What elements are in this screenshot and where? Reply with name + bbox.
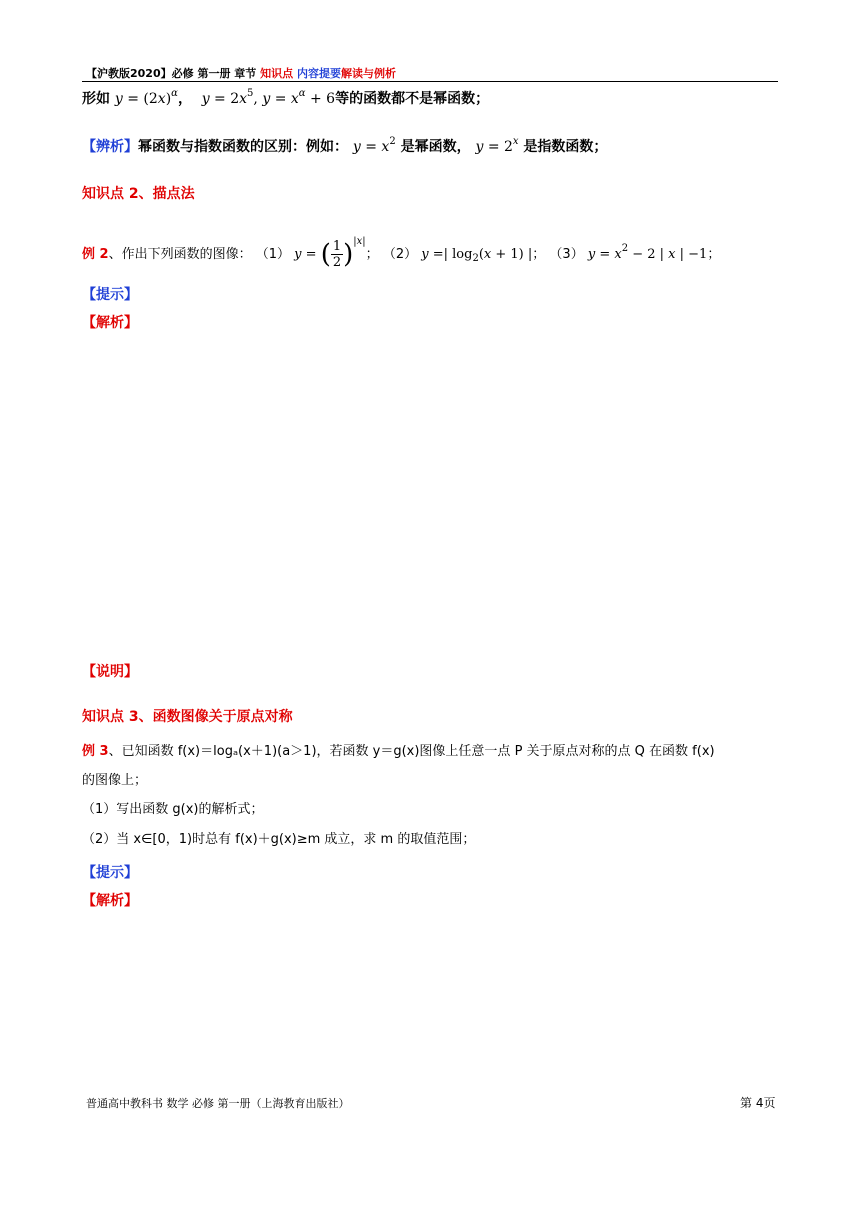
example-3-question-1: （1）写出函数 g(x)的解析式；: [82, 802, 264, 817]
example-3-question-2: （2）当 x∈[0，1)时总有 f(x)＋g(x)≥m 成立，求 m 的取值范围；: [82, 832, 476, 847]
header-knowledge: 知识点: [260, 67, 294, 80]
formula-x-squared: $y = x^2$: [352, 136, 396, 155]
formula-quadratic: $y = x^2 - 2$ | x | −1: [587, 243, 708, 262]
formula-2-pow-x: $y = 2^x$: [475, 136, 519, 155]
running-header: [86, 65, 396, 81]
footer-page-number: 第 4页: [740, 1096, 776, 1110]
solution-tag-2: 【解析】: [82, 893, 138, 909]
formula-examples: $y = 2x^5$, $y = x^\alpha + 6$: [201, 88, 336, 107]
solution-tag: 【解析】: [82, 315, 138, 331]
analysis-tag: 【辨析】: [82, 139, 138, 155]
formula-2x-alpha: $y = (2x)^\alpha$: [114, 88, 178, 107]
knowledge-point-3-title: 知识点 3、函数图像关于原点对称: [82, 709, 293, 725]
formula-half-abs-x: y = ( $\frac{1}{2}$ )$^{|x|}$: [294, 236, 366, 270]
header-analysis: 解读与例析: [340, 67, 396, 80]
knowledge-point-2-title: 知识点 2、描点法: [82, 186, 195, 202]
header-book: 【沪教版2020】必修 第一册 章节: [86, 67, 257, 80]
example-3-label: 例 3: [82, 744, 109, 759]
formula-abs-log: y =| $\log_2(x + 1)$ |: [421, 247, 533, 264]
header-rule: [82, 81, 778, 82]
example-3-line-2: 的图像上；: [82, 773, 148, 788]
example-2: 例 2、作出下列函数的图像： （1） y = ( $\frac{1}{2}$ )$^{|x|}$； （2） y =| $\log_2(x + 1)$ |； （3） $y = x^2 - 2$ | x | −1；: [82, 236, 721, 270]
footer-book: 普通高中教科书 数学 必修 第一册（上海教育出版社）: [86, 1097, 350, 1110]
example-2-label: 例 2: [82, 247, 109, 262]
hint-tag: 【提示】: [82, 287, 138, 303]
example-3-line-1: 例 3、已知函数 f(x)＝logₐ(x＋1)(a＞1)，若函数 y＝g(x)图像上任意一点 P 关于原点对称的点 Q 在函数 f(x): [82, 744, 715, 759]
hint-tag-2: 【提示】: [82, 865, 138, 881]
analysis-paragraph: 【辨析】幂函数与指数函数的区别：例如： $y = x^2$ 是幂函数， $y = 2^x$ 是指数函数；: [82, 136, 608, 155]
power-function-note: 形如 $y = (2x)^\alpha$， $y = 2x^5$, $y = x^\alpha + 6$等的函数都不是幂函数；: [82, 88, 490, 107]
note-tag: 【说明】: [82, 664, 138, 680]
header-summary: 内容提要: [296, 67, 341, 80]
